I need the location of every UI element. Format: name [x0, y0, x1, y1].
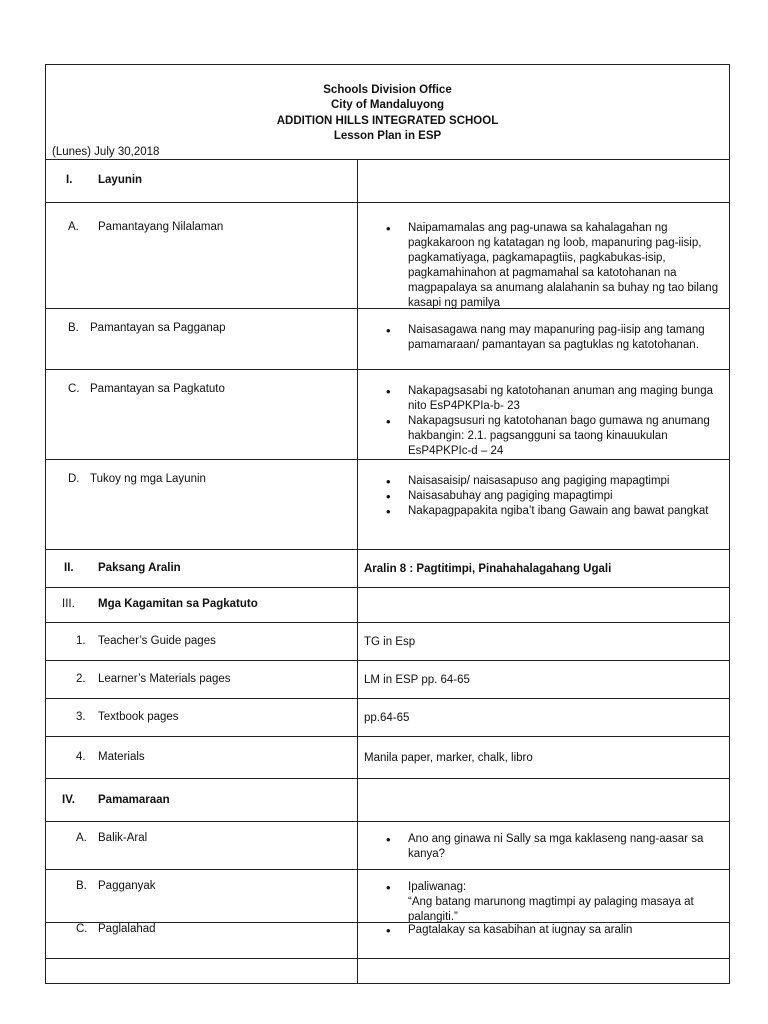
row-paglalahad [46, 923, 729, 959]
header-subject: Lesson Plan in ESP [333, 130, 442, 142]
row-materials [46, 737, 729, 779]
row-number: C. [68, 383, 80, 395]
list-item: • Ano ang ginawa ni Sally sa mga kaklaseng nang-aasar sa kanya? [358, 832, 729, 862]
list-item: • Naipamamalas ang pag-unawa sa kahalagahan ng pagkakaroon ng katatagan ng loob, mapanuring pag-iisip, pagkamatiyaga, pagkamapagtiis, pagkabukas-isip, pagkamahinahon at pagmamahal sa katotohanan na magpapalaya sa anumang alalahanin sa buhay ng tao bilang kasapi ng pamilya [358, 221, 729, 311]
list-item: • Nakapagsasabi ng katotohanan anuman ang maging bunga nito EsP4PKPIa-b- 23 [358, 384, 729, 414]
bullet-list [358, 384, 729, 459]
lesson-plan-sheet [45, 64, 730, 984]
row-number: II. [64, 562, 74, 574]
bullet-list [358, 832, 729, 862]
row-label: Mga Kagamitan sa Pagkatuto [98, 598, 258, 610]
row-label: Pamamaraan [98, 794, 170, 806]
bullet-list [358, 323, 729, 353]
row-teachers-guide [46, 623, 729, 661]
list-item: • Nakapagpapakita ngiba’t ibang Gawain ang bawat pangkat [358, 504, 729, 519]
header-office: Schools Division Office [323, 84, 452, 96]
row-balik-aral [46, 822, 729, 870]
row-number: IV. [62, 794, 76, 806]
row-number: A. [76, 832, 87, 844]
row-number: 3. [76, 711, 86, 723]
row-value: Manila paper, marker, chalk, libro [364, 752, 533, 764]
row-value: pp.64-65 [364, 712, 410, 724]
list-item: • Naisasabuhay ang pagiging mapagtimpi [358, 489, 729, 504]
bullet-list [358, 474, 729, 519]
row-label: Paglalahad [98, 923, 156, 935]
row-label: Pagganyak [98, 880, 156, 892]
row-number: 1. [76, 635, 86, 647]
row-pamamaraan [46, 779, 729, 822]
row-number: B. [76, 880, 87, 892]
row-label: Paksang Aralin [98, 562, 181, 574]
list-item: • Naisasaisip/ naisasapuso ang pagiging mapagtimpi [358, 474, 729, 489]
list-item: • Ipaliwanag: “Ang batang marunong magtimpi ay palaging masaya at palangiti.” [358, 880, 729, 925]
row-label: Teacher’s Guide pages [98, 635, 216, 647]
row-label: Tukoy ng mga Layunin [90, 473, 206, 485]
row-number: C. [76, 923, 88, 935]
list-item: • Nakapagsusuri ng katotohanan bago gumawa ng anumang hakbangin: 2.1. pagsangguni sa taong kinauukulan EsP4PKPIc-d – 24 [358, 414, 729, 459]
row-learners-materials [46, 661, 729, 699]
row-value: Aralin 8 : Pagtitimpi, Pinahahalagahang Ugali [364, 563, 612, 575]
row-number: 4. [76, 751, 86, 763]
row-number: III. [62, 598, 75, 610]
row-layunin [46, 160, 729, 203]
row-paksang-aralin [46, 550, 729, 588]
row-label: Balik-Aral [98, 832, 148, 844]
header-school: ADDITION HILLS INTEGRATED SCHOOL [276, 115, 499, 127]
row-number: D. [68, 473, 80, 485]
document-header [46, 65, 729, 160]
row-empty [46, 959, 729, 983]
row-textbook-pages [46, 699, 729, 737]
row-label: Layunin [98, 174, 143, 186]
row-value: TG in Esp [364, 636, 416, 648]
row-number: I. [66, 174, 73, 186]
row-label: Learner’s Materials pages [98, 673, 231, 685]
row-number: B. [68, 322, 79, 334]
row-pamantayang-nilalaman [46, 203, 729, 309]
row-label: Pamantayan sa Pagkatuto [90, 383, 225, 395]
header-city: City of Mandaluyong [330, 99, 445, 111]
row-mga-kagamitan [46, 588, 729, 623]
row-pamantayan-sa-pagganap [46, 309, 729, 370]
row-label: Textbook pages [98, 711, 179, 723]
row-number: A. [68, 221, 79, 233]
row-tukoy-ng-mga-layunin [46, 460, 729, 550]
bullet-list [358, 923, 729, 938]
row-pamantayan-sa-pagkatuto [46, 370, 729, 460]
row-number: 2. [76, 673, 86, 685]
row-value: LM in ESP pp. 64-65 [364, 674, 470, 686]
row-label: Materials [98, 751, 145, 763]
list-item: • Pagtalakay sa kasabihan at iugnay sa aralin [358, 923, 729, 938]
row-label: Pamantayan sa Pagganap [90, 322, 226, 334]
lesson-date: (Lunes) July 30,2018 [52, 146, 160, 158]
row-label: Pamantayang Nilalaman [98, 221, 224, 233]
bullet-list [358, 221, 729, 311]
list-item: • Naisasagawa nang may mapanuring pag-iisip ang tamang pamamaraan/ pamantayan sa pagtuklas ng katotohanan. [358, 323, 729, 353]
